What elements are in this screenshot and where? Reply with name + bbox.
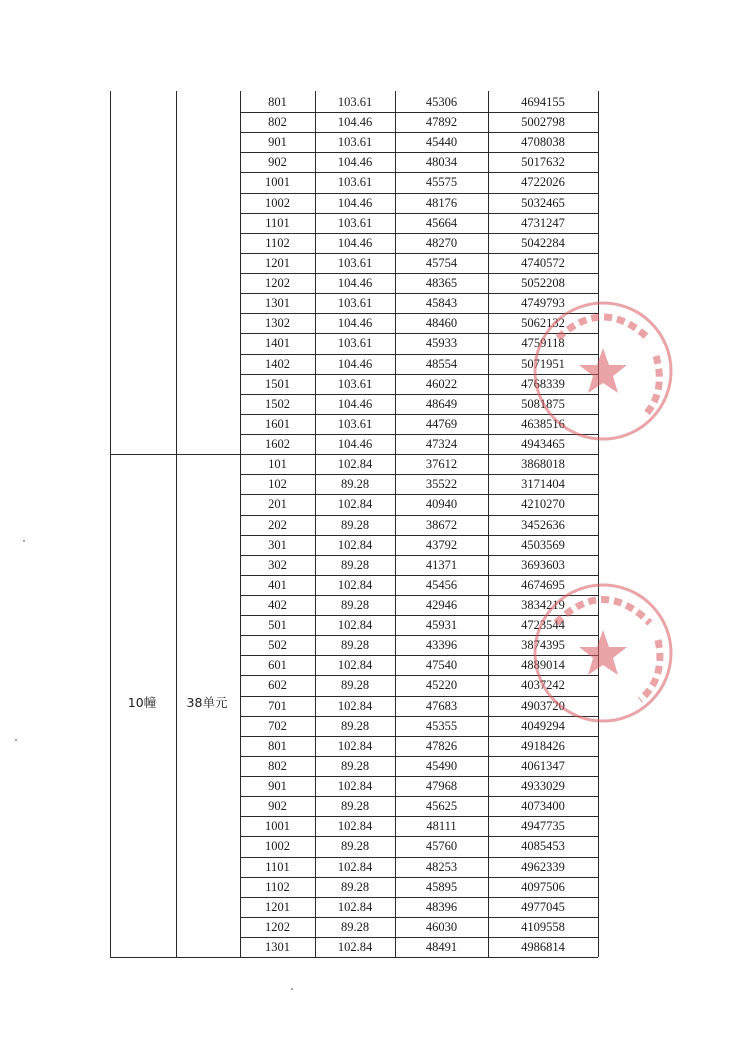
total-price-cell: 4503569: [521, 537, 565, 552]
total-price-cell: 4085453: [521, 839, 565, 854]
area-cell: 102.84: [337, 698, 373, 713]
unit-price-cell: 45440: [425, 135, 458, 150]
room-number-cell: 1601: [265, 416, 290, 431]
room-number-cell: 1202: [265, 276, 290, 291]
row-border: [240, 917, 598, 918]
unit-price-cell: 47324: [425, 437, 458, 452]
total-price-cell: 4723544: [521, 618, 565, 633]
area-cell: 89.28: [340, 678, 370, 693]
total-price-cell: 4977045: [521, 899, 565, 914]
room-number-cell: 201: [268, 497, 287, 512]
total-price-cell: 4037242: [521, 678, 565, 693]
total-price-cell: 4903720: [521, 698, 565, 713]
area-cell: 89.28: [340, 758, 370, 773]
row-border: [240, 273, 598, 274]
scan-speck: [15, 739, 17, 741]
room-number-cell: 1202: [265, 919, 290, 934]
row-border: [240, 233, 598, 234]
unit-price-cell: 45355: [425, 718, 458, 733]
area-cell: 103.61: [337, 296, 373, 311]
unit-price-cell: 43396: [425, 638, 458, 653]
area-cell: 104.46: [337, 276, 373, 291]
total-price-cell: 4759118: [521, 336, 565, 351]
row-border: [240, 937, 598, 938]
room-number-cell: 802: [268, 758, 287, 773]
room-number-cell: 1602: [265, 437, 290, 452]
room-number-cell: 1502: [265, 396, 290, 411]
building-label: 10幢: [127, 695, 157, 710]
room-number-cell: 1401: [265, 336, 290, 351]
row-border: [240, 655, 598, 656]
scan-speck: [291, 988, 293, 990]
room-number-cell: 602: [268, 678, 287, 693]
unit-price-cell: 48460: [425, 316, 458, 331]
total-price-cell: 4061347: [521, 758, 565, 773]
row-border: [240, 172, 598, 173]
room-number-cell: 1402: [265, 356, 290, 371]
row-border: [240, 112, 598, 113]
unit-price-cell: 37612: [425, 457, 458, 472]
row-border: [240, 434, 598, 435]
area-cell: 104.46: [337, 396, 373, 411]
row-border: [240, 494, 598, 495]
row-border: [240, 333, 598, 334]
row-border: [240, 877, 598, 878]
unit-price-cell: 45754: [425, 255, 458, 270]
unit-price-cell: 35522: [425, 477, 458, 492]
area-cell: 102.84: [337, 899, 373, 914]
row-border: [240, 756, 598, 757]
area-cell: 103.61: [337, 95, 373, 109]
room-number-cell: 1102: [265, 879, 290, 894]
unit-price-cell: 45575: [425, 175, 458, 190]
unit-price-cell: 48649: [425, 396, 458, 411]
row-border: [240, 836, 598, 837]
room-number-cell: 1001: [265, 819, 290, 834]
total-price-cell: 4768339: [521, 376, 565, 391]
room-number-cell: 401: [268, 577, 287, 592]
total-price-cell: 3868018: [521, 457, 565, 472]
area-cell: 102.84: [337, 779, 373, 794]
unit-price-cell: 48176: [425, 195, 458, 210]
room-number-cell: 802: [268, 115, 287, 130]
area-cell: 104.46: [337, 115, 373, 130]
row-border: [240, 575, 598, 576]
unit-price-cell: 48491: [425, 940, 458, 955]
unit-price-cell: 45895: [425, 879, 458, 894]
room-number-cell: 502: [268, 638, 287, 653]
room-number-cell: 1002: [265, 195, 290, 210]
total-price-cell: 4097506: [521, 879, 565, 894]
room-number-cell: 801: [268, 738, 287, 753]
total-price-cell: 4933029: [521, 779, 565, 794]
row-border: [240, 857, 598, 858]
area-cell: 104.46: [337, 195, 373, 210]
total-price-cell: 3874395: [521, 638, 565, 653]
area-cell: 104.46: [337, 356, 373, 371]
row-border: [240, 897, 598, 898]
area-cell: 103.61: [337, 376, 373, 391]
total-price-cell: 5002798: [521, 115, 565, 130]
unit-price-cell: 46022: [425, 376, 458, 391]
total-price-cell: 4740572: [521, 255, 565, 270]
row-border: [240, 776, 598, 777]
total-price-cell: 4638516: [521, 416, 565, 431]
unit-price-cell: 47968: [425, 779, 458, 794]
row-border: [240, 354, 598, 355]
total-price-cell: 5052208: [521, 276, 565, 291]
total-price-cell: 4674695: [521, 577, 565, 592]
row-border: [240, 736, 598, 737]
unit-price-cell: 48270: [425, 235, 458, 250]
unit-label: 38单元: [186, 695, 228, 710]
area-cell: 104.46: [337, 235, 373, 250]
unit-price-cell: 45933: [425, 336, 458, 351]
total-price-cell: 4889014: [521, 658, 565, 673]
area-cell: 89.28: [340, 598, 370, 612]
block-separator: [110, 454, 598, 455]
total-price-cell: 5042284: [521, 235, 565, 250]
total-price-cell: 5071951: [521, 356, 565, 371]
area-cell: 103.61: [337, 255, 373, 270]
unit-price-cell: 48034: [425, 155, 458, 170]
row-border: [240, 313, 598, 314]
unit-price-cell: 45931: [425, 618, 458, 633]
total-price-cell: 4708038: [521, 135, 565, 150]
room-number-cell: 902: [268, 155, 287, 170]
unit-price-cell: 46030: [425, 919, 458, 934]
unit-price-cell: 48253: [425, 859, 458, 874]
unit-price-cell: 40940: [425, 497, 458, 512]
total-price-cell: 4049294: [521, 718, 565, 733]
area-cell: 102.84: [337, 577, 373, 592]
total-price-cell: 4722026: [521, 175, 565, 190]
room-number-cell: 801: [268, 95, 287, 109]
area-cell: 102.84: [337, 658, 373, 673]
area-cell: 89.28: [340, 718, 370, 733]
unit-price-cell: 48554: [425, 356, 458, 371]
area-cell: 103.61: [337, 416, 373, 431]
unit-price-cell: 45456: [425, 577, 458, 592]
unit-price-cell: 45664: [425, 215, 458, 230]
unit-price-cell: 45843: [425, 296, 458, 311]
total-price-cell: 4073400: [521, 799, 565, 814]
unit-price-cell: 47540: [425, 658, 458, 673]
room-number-cell: 501: [268, 618, 287, 633]
area-cell: 102.84: [337, 738, 373, 753]
area-cell: 89.28: [340, 919, 370, 934]
room-number-cell: 1301: [265, 296, 290, 311]
unit-price-cell: 45306: [425, 95, 458, 109]
unit-price-cell: 45625: [425, 799, 458, 814]
total-price-cell: 4947735: [521, 819, 565, 834]
room-number-cell: 102: [268, 477, 287, 492]
total-price-cell: 3452636: [521, 517, 565, 532]
area-cell: 102.84: [337, 940, 373, 955]
column-border: [598, 91, 599, 957]
row-border: [240, 796, 598, 797]
room-number-cell: 402: [268, 598, 287, 612]
total-price-cell: 5081875: [521, 396, 565, 411]
room-number-cell: 701: [268, 698, 287, 713]
total-price-cell: 4962339: [521, 859, 565, 874]
total-price-cell: 4918426: [521, 738, 565, 753]
room-number-cell: 1301: [265, 940, 290, 955]
total-price-cell: 4210270: [521, 497, 565, 512]
area-cell: 102.84: [337, 859, 373, 874]
unit-price-cell: 48365: [425, 276, 458, 291]
room-number-cell: 1102: [265, 235, 290, 250]
total-price-cell: 3834219: [521, 598, 565, 612]
area-cell: 89.28: [340, 517, 370, 532]
area-cell: 102.84: [337, 618, 373, 633]
unit-price-cell: 45220: [425, 678, 458, 693]
total-price-cell: 3693603: [521, 557, 565, 572]
table-bottom-border: [110, 957, 598, 958]
room-number-cell: 1302: [265, 316, 290, 331]
total-price-cell: 4986814: [521, 940, 565, 955]
row-border: [240, 515, 598, 516]
area-cell: 103.61: [337, 336, 373, 351]
area-cell: 102.84: [337, 819, 373, 834]
total-price-cell: 5017632: [521, 155, 565, 170]
row-border: [240, 394, 598, 395]
room-number-cell: 1201: [265, 899, 290, 914]
total-price-cell: 5032465: [521, 195, 565, 210]
row-border: [240, 595, 598, 596]
area-cell: 103.61: [337, 135, 373, 150]
total-price-cell: 4694155: [521, 95, 565, 109]
row-border: [240, 635, 598, 636]
area-cell: 89.28: [340, 557, 370, 572]
room-number-cell: 1101: [265, 215, 290, 230]
row-border: [240, 474, 598, 475]
room-number-cell: 1001: [265, 175, 290, 190]
unit-price-cell: 45760: [425, 839, 458, 854]
row-border: [240, 293, 598, 294]
row-border: [240, 535, 598, 536]
unit-price-cell: 43792: [425, 537, 458, 552]
room-number-cell: 702: [268, 718, 287, 733]
unit-price-cell: 44769: [425, 416, 458, 431]
room-number-cell: 902: [268, 799, 287, 814]
unit-price-cell: 47892: [425, 115, 458, 130]
room-number-cell: 302: [268, 557, 287, 572]
column-border: [176, 91, 177, 957]
room-number-cell: 301: [268, 537, 287, 552]
total-price-cell: 4749793: [521, 296, 565, 311]
unit-price-cell: 48111: [426, 819, 457, 834]
room-number-cell: 202: [268, 517, 287, 532]
row-border: [240, 816, 598, 817]
area-cell: 89.28: [340, 638, 370, 653]
row-border: [240, 152, 598, 153]
total-price-cell: 4731247: [521, 215, 565, 230]
row-border: [240, 716, 598, 717]
row-border: [240, 555, 598, 556]
row-border: [240, 696, 598, 697]
unit-price-cell: 47683: [425, 698, 458, 713]
row-border: [240, 414, 598, 415]
room-number-cell: 1501: [265, 376, 290, 391]
unit-price-cell: 45490: [425, 758, 458, 773]
area-cell: 103.61: [337, 215, 373, 230]
unit-price-cell: 41371: [425, 557, 458, 572]
room-number-cell: 1201: [265, 255, 290, 270]
total-price-cell: 4109558: [521, 919, 565, 934]
area-cell: 102.84: [337, 497, 373, 512]
area-cell: 102.84: [337, 457, 373, 472]
row-border: [240, 374, 598, 375]
total-price-cell: 3171404: [521, 477, 565, 492]
unit-price-cell: 42946: [425, 598, 458, 612]
area-cell: 104.46: [337, 155, 373, 170]
room-number-cell: 901: [268, 135, 287, 150]
row-border: [240, 675, 598, 676]
room-number-cell: 101: [268, 457, 287, 472]
unit-price-cell: 38672: [425, 517, 458, 532]
area-cell: 89.28: [340, 477, 370, 492]
room-number-cell: 901: [268, 779, 287, 794]
scan-speck: [23, 540, 25, 542]
row-border: [240, 193, 598, 194]
room-number-cell: 1002: [265, 839, 290, 854]
area-cell: 89.28: [340, 879, 370, 894]
room-number-cell: 1101: [265, 859, 290, 874]
total-price-cell: 4943465: [521, 437, 565, 452]
total-price-cell: 5062132: [521, 316, 565, 331]
row-border: [240, 132, 598, 133]
column-border: [110, 91, 111, 957]
area-cell: 104.46: [337, 316, 373, 331]
area-cell: 89.28: [340, 799, 370, 814]
row-border: [240, 213, 598, 214]
room-number-cell: 601: [268, 658, 287, 673]
unit-price-cell: 48396: [425, 899, 458, 914]
unit-price-cell: 47826: [425, 738, 458, 753]
row-border: [240, 253, 598, 254]
area-cell: 103.61: [337, 175, 373, 190]
area-cell: 104.46: [337, 437, 373, 452]
area-cell: 89.28: [340, 839, 370, 854]
area-cell: 102.84: [337, 537, 373, 552]
row-border: [240, 615, 598, 616]
